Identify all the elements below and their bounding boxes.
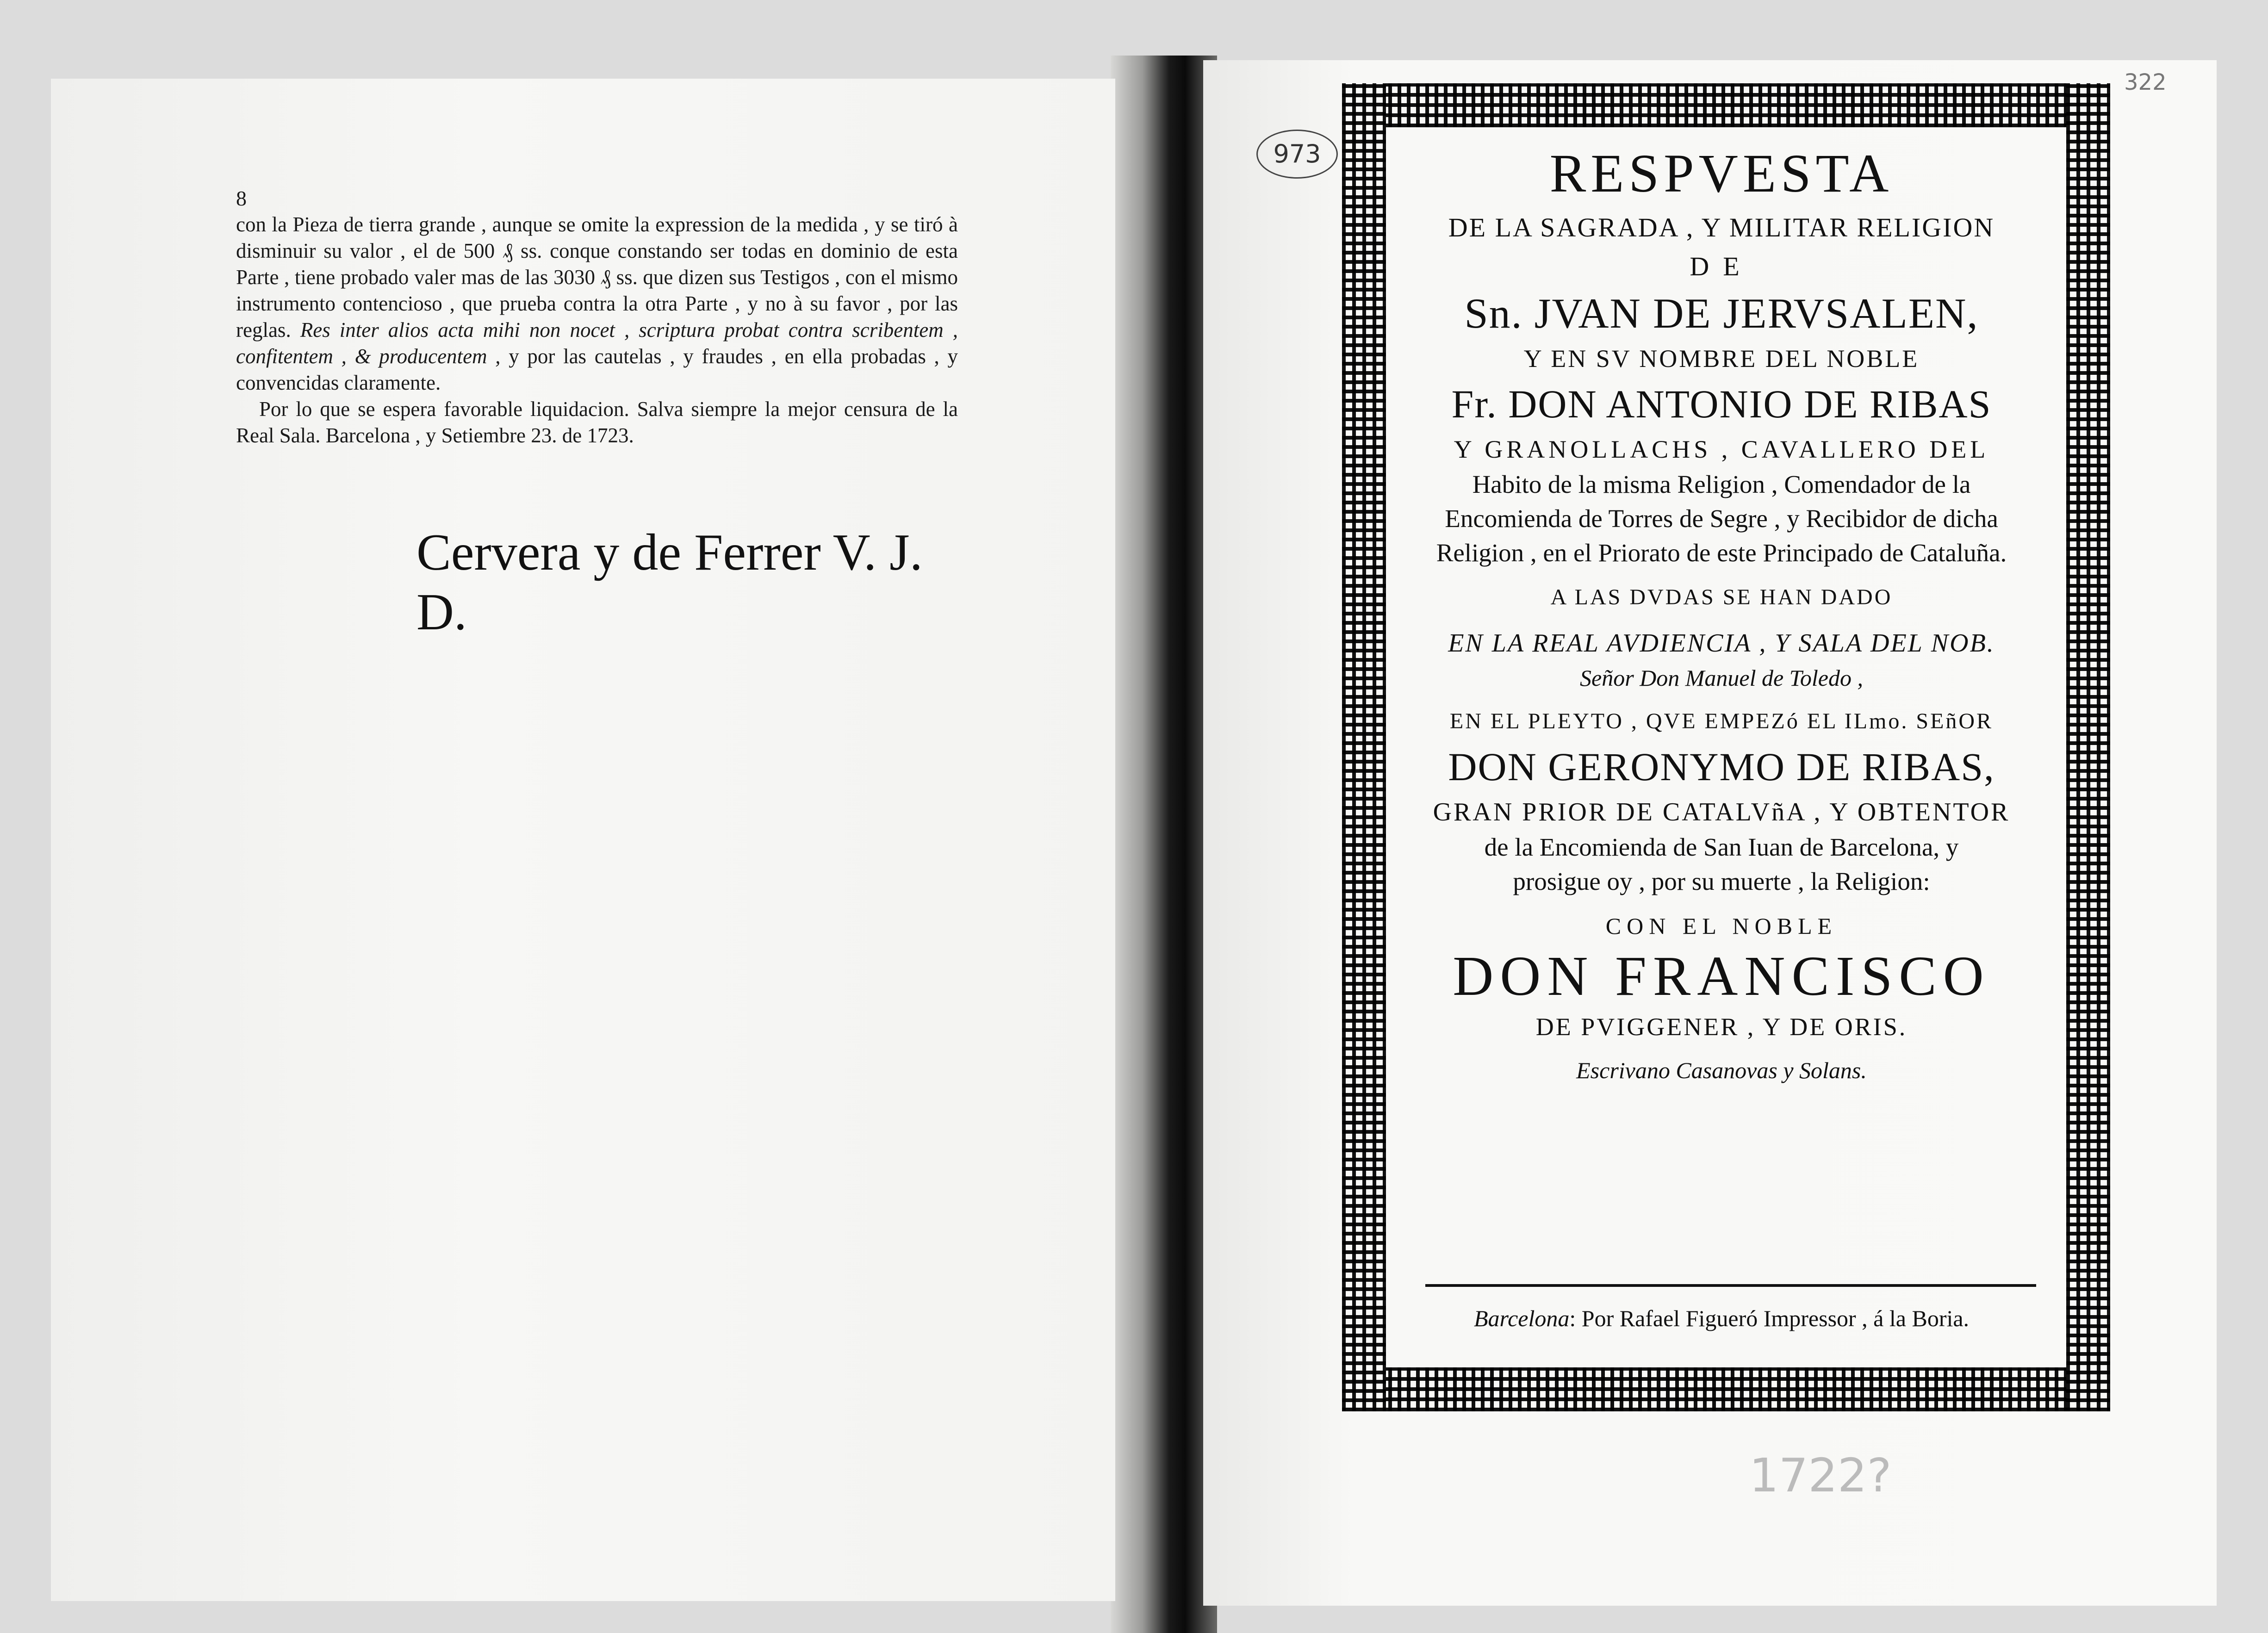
left-paragraph-2: Por lo que se espera favorable liquidacion. Salva siempre la mejor censura de la Real Sala. Barcelona , y Setiembre 23. de 1723. bbox=[236, 397, 958, 447]
title-line-17: DE PVIGGENER , Y DE ORIS. bbox=[1535, 1013, 1908, 1041]
left-page-text bbox=[236, 185, 958, 449]
title-line-7: Habito de la misma Religion , Comendador de la Encomienda de Torres de Segre , y Recibidor de dicha Religion , en el Priorato de este Principado de Cataluña. bbox=[1436, 470, 2007, 567]
signature: Cervera y de Ferrer V. J. D. bbox=[416, 524, 923, 641]
divider-rule bbox=[1425, 1284, 2036, 1287]
title-line-9: EN LA REAL AVDIENCIA , Y SALA DEL NOB. bbox=[1448, 629, 1995, 658]
title-line-13: GRAN PRIOR DE CATALVñA , Y OBTENTOR bbox=[1433, 798, 2010, 826]
title-line-12: DON GERONYMO DE RIBAS, bbox=[1448, 745, 1995, 789]
title-line-15: CON EL NOBLE bbox=[1605, 913, 1838, 939]
title-line-10: Señor Don Manuel de Toledo , bbox=[1580, 665, 1863, 691]
catalog-stamp: 973 bbox=[1256, 130, 1338, 179]
left-paragraph-1 bbox=[236, 211, 958, 396]
frame-bottom-border bbox=[1342, 1367, 2110, 1411]
title-line-14: de la Encomienda de San Iuan de Barcelona, y prosigue oy , por su muerte , la Religion: bbox=[1484, 833, 1959, 895]
frame-top-border bbox=[1342, 83, 2110, 127]
title-line-18: Escrivano Casanovas y Solans. bbox=[1576, 1057, 1867, 1083]
title-line-16: DON FRANCISCO bbox=[1453, 945, 1990, 1007]
imprint-rest: : Por Rafael Figueró Impressor , á la Boria. bbox=[1569, 1305, 1970, 1331]
title-line-6: Y GRANOLLACHS , CAVALLERO DEL bbox=[1454, 435, 1989, 463]
frame-left-border bbox=[1342, 83, 1386, 1411]
frame-right-border bbox=[2066, 83, 2110, 1411]
title-line-4: Y EN SV NOMBRE DEL NOBLE bbox=[1523, 345, 1920, 373]
title-line-5: Fr. DON ANTONIO DE RIBAS bbox=[1451, 382, 1992, 426]
corner-number: 322 bbox=[2124, 69, 2167, 95]
title-line-8: A LAS DVDAS SE HAN DADO bbox=[1550, 585, 1893, 609]
book-spine bbox=[1111, 56, 1217, 1633]
latin-maxim: Res inter alios acta mihi non nocet , scriptura probat contra scribentem , confitentem , & producentem , bbox=[236, 318, 958, 368]
imprint bbox=[1393, 1305, 2050, 1332]
title: RESPVESTA bbox=[1549, 143, 1894, 204]
title-line-2: DE bbox=[1690, 251, 1753, 281]
paragraph-1-end: y por las cautelas , y fraudes , en ella probadas , y convencidas claramente. bbox=[236, 345, 958, 394]
title-block bbox=[1393, 139, 2050, 1087]
paragraph-1-plain: con la Pieza de tierra grande , aunque se omite la expression de la medida , y se tiró à disminuir su valor , el de 500 ₰ ss. conque constando ser todas en dominio de esta Parte , tiene probado valer mas de las 3030 ₰ ss. que dizen sus Testigos , con el mismo instrumento contencioso , que prueba contra la otra Parte , y no à su favor , por las reglas. bbox=[236, 213, 958, 342]
title-line-1: DE LA SAGRADA , Y MILITAR RELIGION bbox=[1448, 212, 1995, 242]
title-line-3: Sn. JVAN DE JERVSALEN, bbox=[1464, 290, 1979, 337]
title-line-11: EN EL PLEYTO , QVE EMPEZó EL ILmo. SEñOR bbox=[1449, 709, 1994, 733]
page-number: 8 bbox=[236, 186, 247, 210]
date-note: 1722? bbox=[1749, 1448, 1892, 1503]
imprint-place: Barcelona bbox=[1473, 1305, 1570, 1331]
